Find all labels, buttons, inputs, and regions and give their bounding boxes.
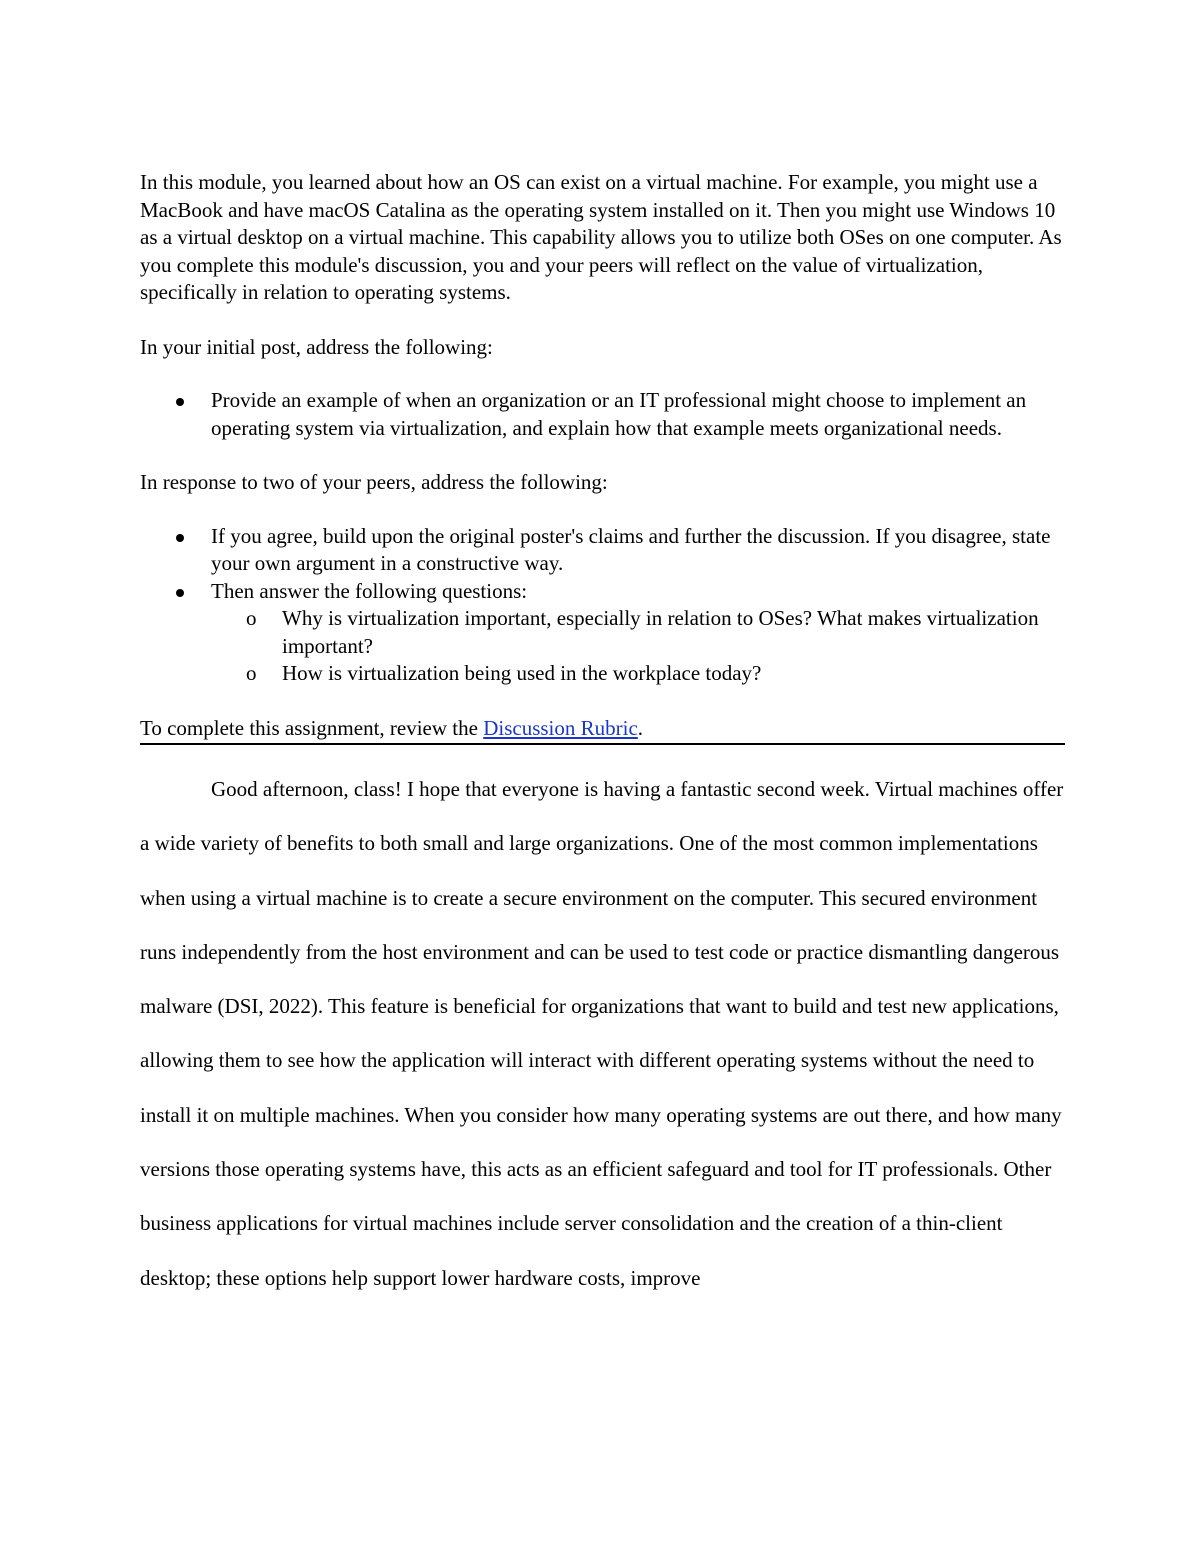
question-item — [246, 605, 1065, 660]
list-item — [211, 578, 1065, 688]
question-item — [246, 660, 1065, 688]
document-body — [140, 169, 1065, 1318]
questions-list — [211, 605, 1065, 688]
rubric-suffix: . — [637, 715, 644, 740]
discussion-rubric-link[interactable]: Discussion Rubric — [483, 715, 638, 740]
bullet-icon — [176, 589, 184, 597]
response-heading: In response to two of your peers, address the following: — [140, 470, 608, 494]
response-list — [140, 523, 1065, 688]
initial-post-heading: In your initial post, address the following: — [140, 334, 493, 359]
question-text: How is virtualization being used in the workplace today? — [282, 661, 762, 685]
list-item-text: If you agree, build upon the original poster's claims and further the discussion. If you disagree, state your own argument in a constructive way. — [211, 523, 1051, 575]
intro-paragraph: In this module, you learned about how an OS can exist on a virtual machine. For example, you might use a MacBook and have macOS Catalina as the operating system installed on it. Then you might use Windows 10 as a virtual desktop on a virtual machine. This capability allows you to utilize both OSes on one computer. As you complete this module's discussion, you and your peers will reflect on the value of virtualization, specifically in relation to operating systems. — [140, 170, 1062, 304]
bullet-icon — [176, 398, 184, 406]
rubric-line — [140, 715, 1065, 746]
circle-bullet-icon: o — [246, 606, 257, 630]
circle-bullet-icon: o — [246, 661, 257, 685]
rubric-prefix: To complete this assignment, review the — [140, 715, 484, 740]
question-text: Why is virtualization important, especially in relation to OSes? What makes virtualization important? — [282, 606, 1039, 658]
discussion-post-body: Good afternoon, class! I hope that everyone is having a fantastic second week. Virtual machines offer a wide variety of benefits to both small and large organizations. One of the most common implementations when using a virtual machine is to create a secure environment on the computer. This secured environment runs independently from the host environment and can be used to test code or practice dismantling dangerous malware (DSI, 2022). This feature is beneficial for organizations that want to build and test new applications, allowing them to see how the application will interact with different operating systems without the need to install it on multiple machines. When you consider how many operating systems are out there, and how many versions those operating systems have, this acts as an efficient safeguard and tool for IT professionals. Other business applications for virtual machines include server consolidation and the creation of a thin-client desktop; these options help support lower hardware costs, improve — [140, 777, 1064, 1290]
initial-post-list — [140, 387, 1065, 442]
list-item-text: Then answer the following questions: — [211, 578, 528, 603]
list-item — [211, 387, 1065, 442]
list-item-text: Provide an example of when an organization or an IT professional might choose to implement an operating system via virtualization, and explain how that example meets organizational needs. — [211, 388, 1027, 440]
list-item — [211, 523, 1065, 578]
bullet-icon — [176, 534, 184, 542]
